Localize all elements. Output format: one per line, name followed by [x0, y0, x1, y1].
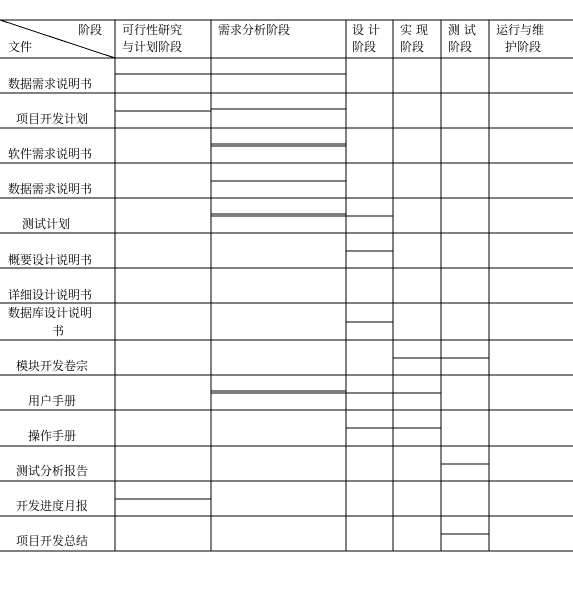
file-label-data-requirements: 数据需求说明书: [8, 77, 93, 91]
file-label-module-dossier: 模块开发卷宗: [16, 359, 89, 373]
file-label-database-design-line2: 书: [52, 324, 65, 338]
file-label-operation-manual: 操作手册: [28, 429, 77, 443]
header-phase-design-line2: 阶段: [352, 40, 377, 54]
file-labels: [8, 76, 92, 548]
header-phase-maintenance-line1: 运行与维: [496, 23, 545, 37]
file-label-test-plan: 测试计划: [22, 217, 71, 231]
file-label-high-level-design: 概要设计说明书: [8, 253, 93, 267]
file-label-user-manual: 用户手册: [28, 394, 77, 408]
file-label-software-requirements: 软件需求说明书: [8, 147, 93, 161]
header-phase-maintenance-line2: 护阶段: [505, 40, 542, 54]
file-label-database-design-line1: 数据库设计说明: [8, 306, 93, 320]
header-phase-design-line1: 设 计: [352, 23, 380, 37]
file-label-project-plan: 项目开发计划: [16, 112, 89, 126]
file-label-detailed-design: 详细设计说明书: [8, 288, 93, 302]
file-label-test-report: 测试分析报告: [16, 464, 89, 478]
header-phase-testing-line1: 测 试: [448, 23, 476, 37]
file-label-progress-report: 开发进度月报: [16, 499, 89, 513]
file-label-data-requirements-2: 数据需求说明书: [8, 182, 93, 196]
header-phase-implementation-line1: 实 现: [400, 23, 428, 37]
header-phase-requirements: 需求分析阶段: [218, 23, 291, 37]
header-phase-testing-line2: 阶段: [448, 40, 473, 54]
header-phase-implementation-line2: 阶段: [400, 40, 425, 54]
header-corner-file: 文件: [8, 40, 33, 54]
header-phase-feasibility-line2: 与计划阶段: [122, 40, 183, 54]
file-label-project-summary: 项目开发总结: [16, 534, 89, 548]
header-corner-phase: 阶段: [78, 23, 103, 37]
header-phase-feasibility-line1: 可行性研究: [122, 23, 183, 37]
